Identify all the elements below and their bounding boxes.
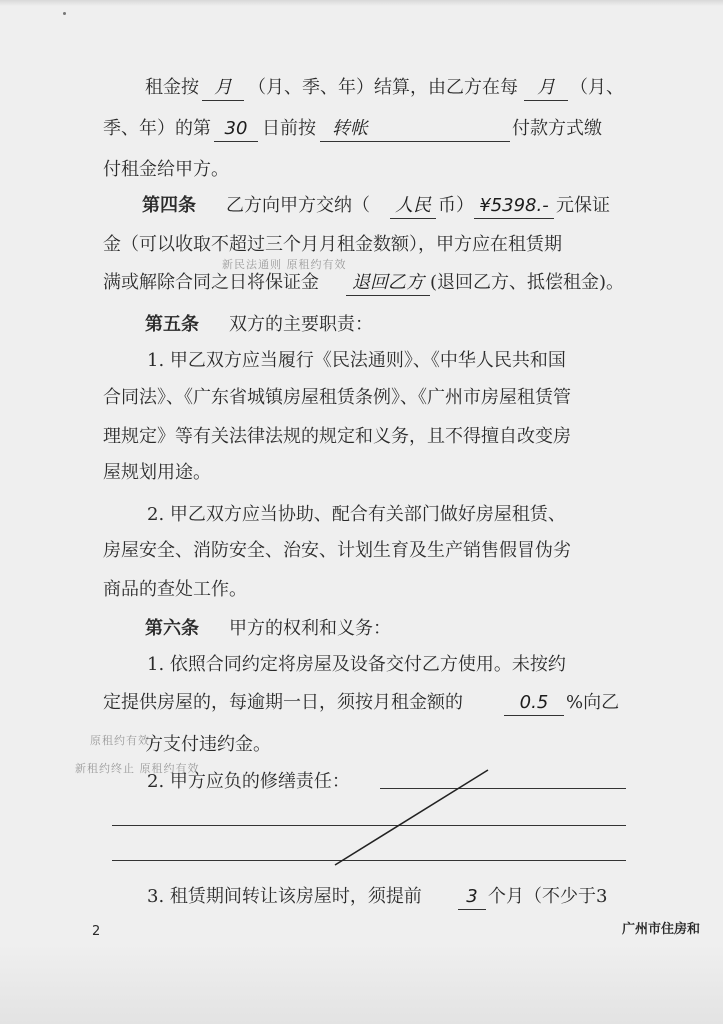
text-segment: 日前按 <box>262 118 316 139</box>
text-segment: 1. 甲乙双方应当履行《民法通则》、《中华人民共和国 <box>147 350 566 371</box>
text-segment: 付租金给甲方。 <box>103 159 229 180</box>
text-segment: 币） <box>438 195 474 216</box>
filled-blank: 30 <box>214 117 258 142</box>
text-segment: 理规定》等有关法律法规的规定和义务，且不得擅自改变房 <box>103 426 571 447</box>
text-segment: 付款方式缴 <box>512 118 602 139</box>
text-segment: （月、季、年）结算，由乙方在每 <box>248 77 518 98</box>
text-segment: 双方的主要职责： <box>229 314 373 335</box>
faint-stamp-text: 新民法通则 原租约有效 <box>222 258 347 271</box>
filled-blank: 月 <box>202 76 244 101</box>
article-heading: 第四条 <box>142 195 196 216</box>
text-segment: 房屋安全、消防安全、治安、计划生育及生产销售假冒伪劣 <box>103 540 571 561</box>
text-segment: 方支付违约金。 <box>145 734 271 755</box>
text-segment: (退回乙方、抵偿租金)。 <box>430 272 625 293</box>
article-heading: 第六条 <box>145 618 199 639</box>
text-segment: （月、 <box>570 77 624 98</box>
footer-organization: 广州市住房和 <box>622 922 701 937</box>
text-segment: 1. 依照合同约定将房屋及设备交付乙方使用。未按约 <box>147 654 566 675</box>
text-segment: 满或解除合同之日将保证金 <box>103 272 319 293</box>
filled-blank: 月 <box>524 76 568 101</box>
text-segment: 2. 甲方应负的修缮责任： <box>147 771 350 792</box>
text-segment: 金（可以收取不超过三个月月租金数额），甲方应在租赁期 <box>103 234 562 255</box>
page-number: 2 <box>92 924 101 939</box>
faint-stamp-text: 原租约有效 <box>90 734 150 747</box>
filled-blank: 转帐 <box>320 117 510 142</box>
text-segment: 2. 甲乙双方应当协助、配合有关部门做好房屋租赁、 <box>147 504 566 525</box>
filled-blank: 退回乙方 <box>346 271 430 296</box>
text-segment: 乙方向甲方交纳（ <box>226 195 370 216</box>
filled-blank: 0.5 <box>504 691 564 716</box>
text-segment: 定提供房屋的，每逾期一日，须按月租金额的 <box>103 692 463 713</box>
text-segment: 租金按 <box>145 77 199 98</box>
article-heading: 第五条 <box>145 314 199 335</box>
text-segment: 季、年）的第 <box>103 118 211 139</box>
text-segment: %向乙 <box>566 692 620 713</box>
text-segment: 元保证 <box>556 195 610 216</box>
filled-blank: 人民 <box>390 194 436 219</box>
text-segment: 甲方的权利和义务： <box>229 618 391 639</box>
text-segment: 个月（不少于3 <box>488 886 608 907</box>
filled-blank: ¥5398.- <box>474 194 554 219</box>
text-segment: 合同法》、《广东省城镇房屋租赁条例》、《广州市房屋租赁管 <box>103 387 571 408</box>
text-segment: 商品的查处工作。 <box>103 579 247 600</box>
filled-blank: 3 <box>458 885 486 910</box>
text-segment: 3. 租赁期间转让该房屋时，须提前 <box>147 886 422 907</box>
faint-stamp-text: 新租约终止 原租约有效 <box>75 762 200 775</box>
text-segment: 屋规划用途。 <box>103 462 211 483</box>
